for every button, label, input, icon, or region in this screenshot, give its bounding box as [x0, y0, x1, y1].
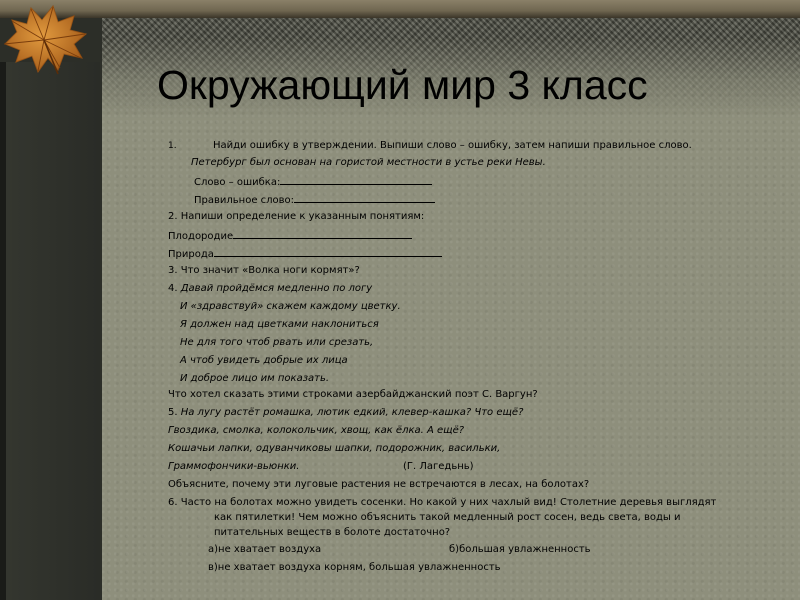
q5-poem-line: Гвоздика, смолка, колокольчик, хвощ, как ёлка. А ещё? — [168, 425, 465, 436]
q6-option-a[interactable]: а)не хватает воздуха — [208, 544, 322, 555]
q5-first-line — [168, 406, 523, 419]
slide-title: Окружающий мир 3 класс — [157, 62, 648, 108]
q2-term1-blank[interactable] — [233, 228, 412, 239]
q1-error-word-row — [194, 174, 432, 189]
q4-poem-line: Я должен над цветками наклониться — [180, 319, 379, 330]
q4-poem-line: А чтоб увидеть добрые их лица — [180, 355, 348, 366]
q4-prefix: 4. — [168, 283, 181, 294]
q4-poem-line: Давай пройдёмся медленно по логу — [180, 283, 373, 294]
q4-poem-line: И доброе лицо им показать. — [180, 373, 330, 384]
q6-text-line: как пятилетки! Чем можно объяснить такой медленный рост сосен, ведь света, воды и — [214, 512, 681, 523]
q5-last-line — [168, 460, 299, 473]
q2-task: 2. Напиши определение к указанным понятиям: — [168, 211, 425, 222]
q1-error-word-blank[interactable] — [280, 174, 432, 185]
q2-term2: Природа — [168, 249, 214, 260]
q4-first-line — [168, 282, 372, 295]
q6-text-line: 6. Часто на болотах можно увидеть сосенки. Но какой у них чахлый вид! Столетние деревья выглядят — [168, 497, 717, 508]
q1-correct-word-label: Правильное слово: — [194, 195, 295, 206]
autumn-leaf-icon — [0, 0, 92, 78]
q4-poem-line: Не для того чтоб рвать или срезать, — [180, 337, 374, 348]
q5-question: Объясните, почему эти луговые растения не встречаются в лесах, на болотах? — [168, 479, 590, 490]
q5-prefix: 5. — [168, 407, 181, 418]
q6-text-line: питательных веществ в болоте достаточно? — [214, 527, 451, 538]
q2-term2-blank[interactable] — [214, 246, 442, 257]
q6-option-c[interactable]: в)не хватает воздуха корням, большая увлажненность — [208, 562, 501, 573]
q3-task: 3. Что значит «Волка ноги кормят»? — [168, 265, 360, 276]
q1-error-word-label: Слово – ошибка: — [194, 177, 281, 188]
q5-poem-line: Кошачьи лапки, одуванчиковы шапки, подорожник, васильки, — [168, 443, 501, 454]
q1-correct-word-row — [194, 192, 435, 207]
q5-author: (Г. Лагедьнь) — [403, 461, 474, 472]
q6-option-b[interactable]: б)большая увлажненность — [449, 544, 591, 555]
q5-poem-line: На лугу растёт ромашка, лютик едкий, клевер-кашка? Что ещё? — [180, 407, 524, 418]
q4-poem-line: И «здравствуй» скажем каждому цветку. — [180, 301, 401, 312]
left-inner-panel — [6, 62, 100, 600]
q2-term1: Плодородие — [168, 231, 234, 242]
q1-number: 1. — [168, 141, 177, 151]
q1-correct-word-blank[interactable] — [294, 192, 435, 203]
q5-poem-line: Граммофончики-вьюнки. — [168, 461, 300, 472]
top-band — [0, 0, 800, 18]
q4-question: Что хотел сказать этими строками азербайджанский поэт С. Варгун? — [168, 389, 538, 400]
slide — [102, 18, 800, 600]
q1-statement: Петербург был основан на гористой местности в устье реки Невы. — [191, 157, 546, 168]
q2-term1-row — [168, 228, 412, 243]
q1-task: Найди ошибку в утверждении. Выпиши слово – ошибку, затем напиши правильное слово. — [213, 140, 692, 151]
q2-term2-row — [168, 246, 442, 261]
